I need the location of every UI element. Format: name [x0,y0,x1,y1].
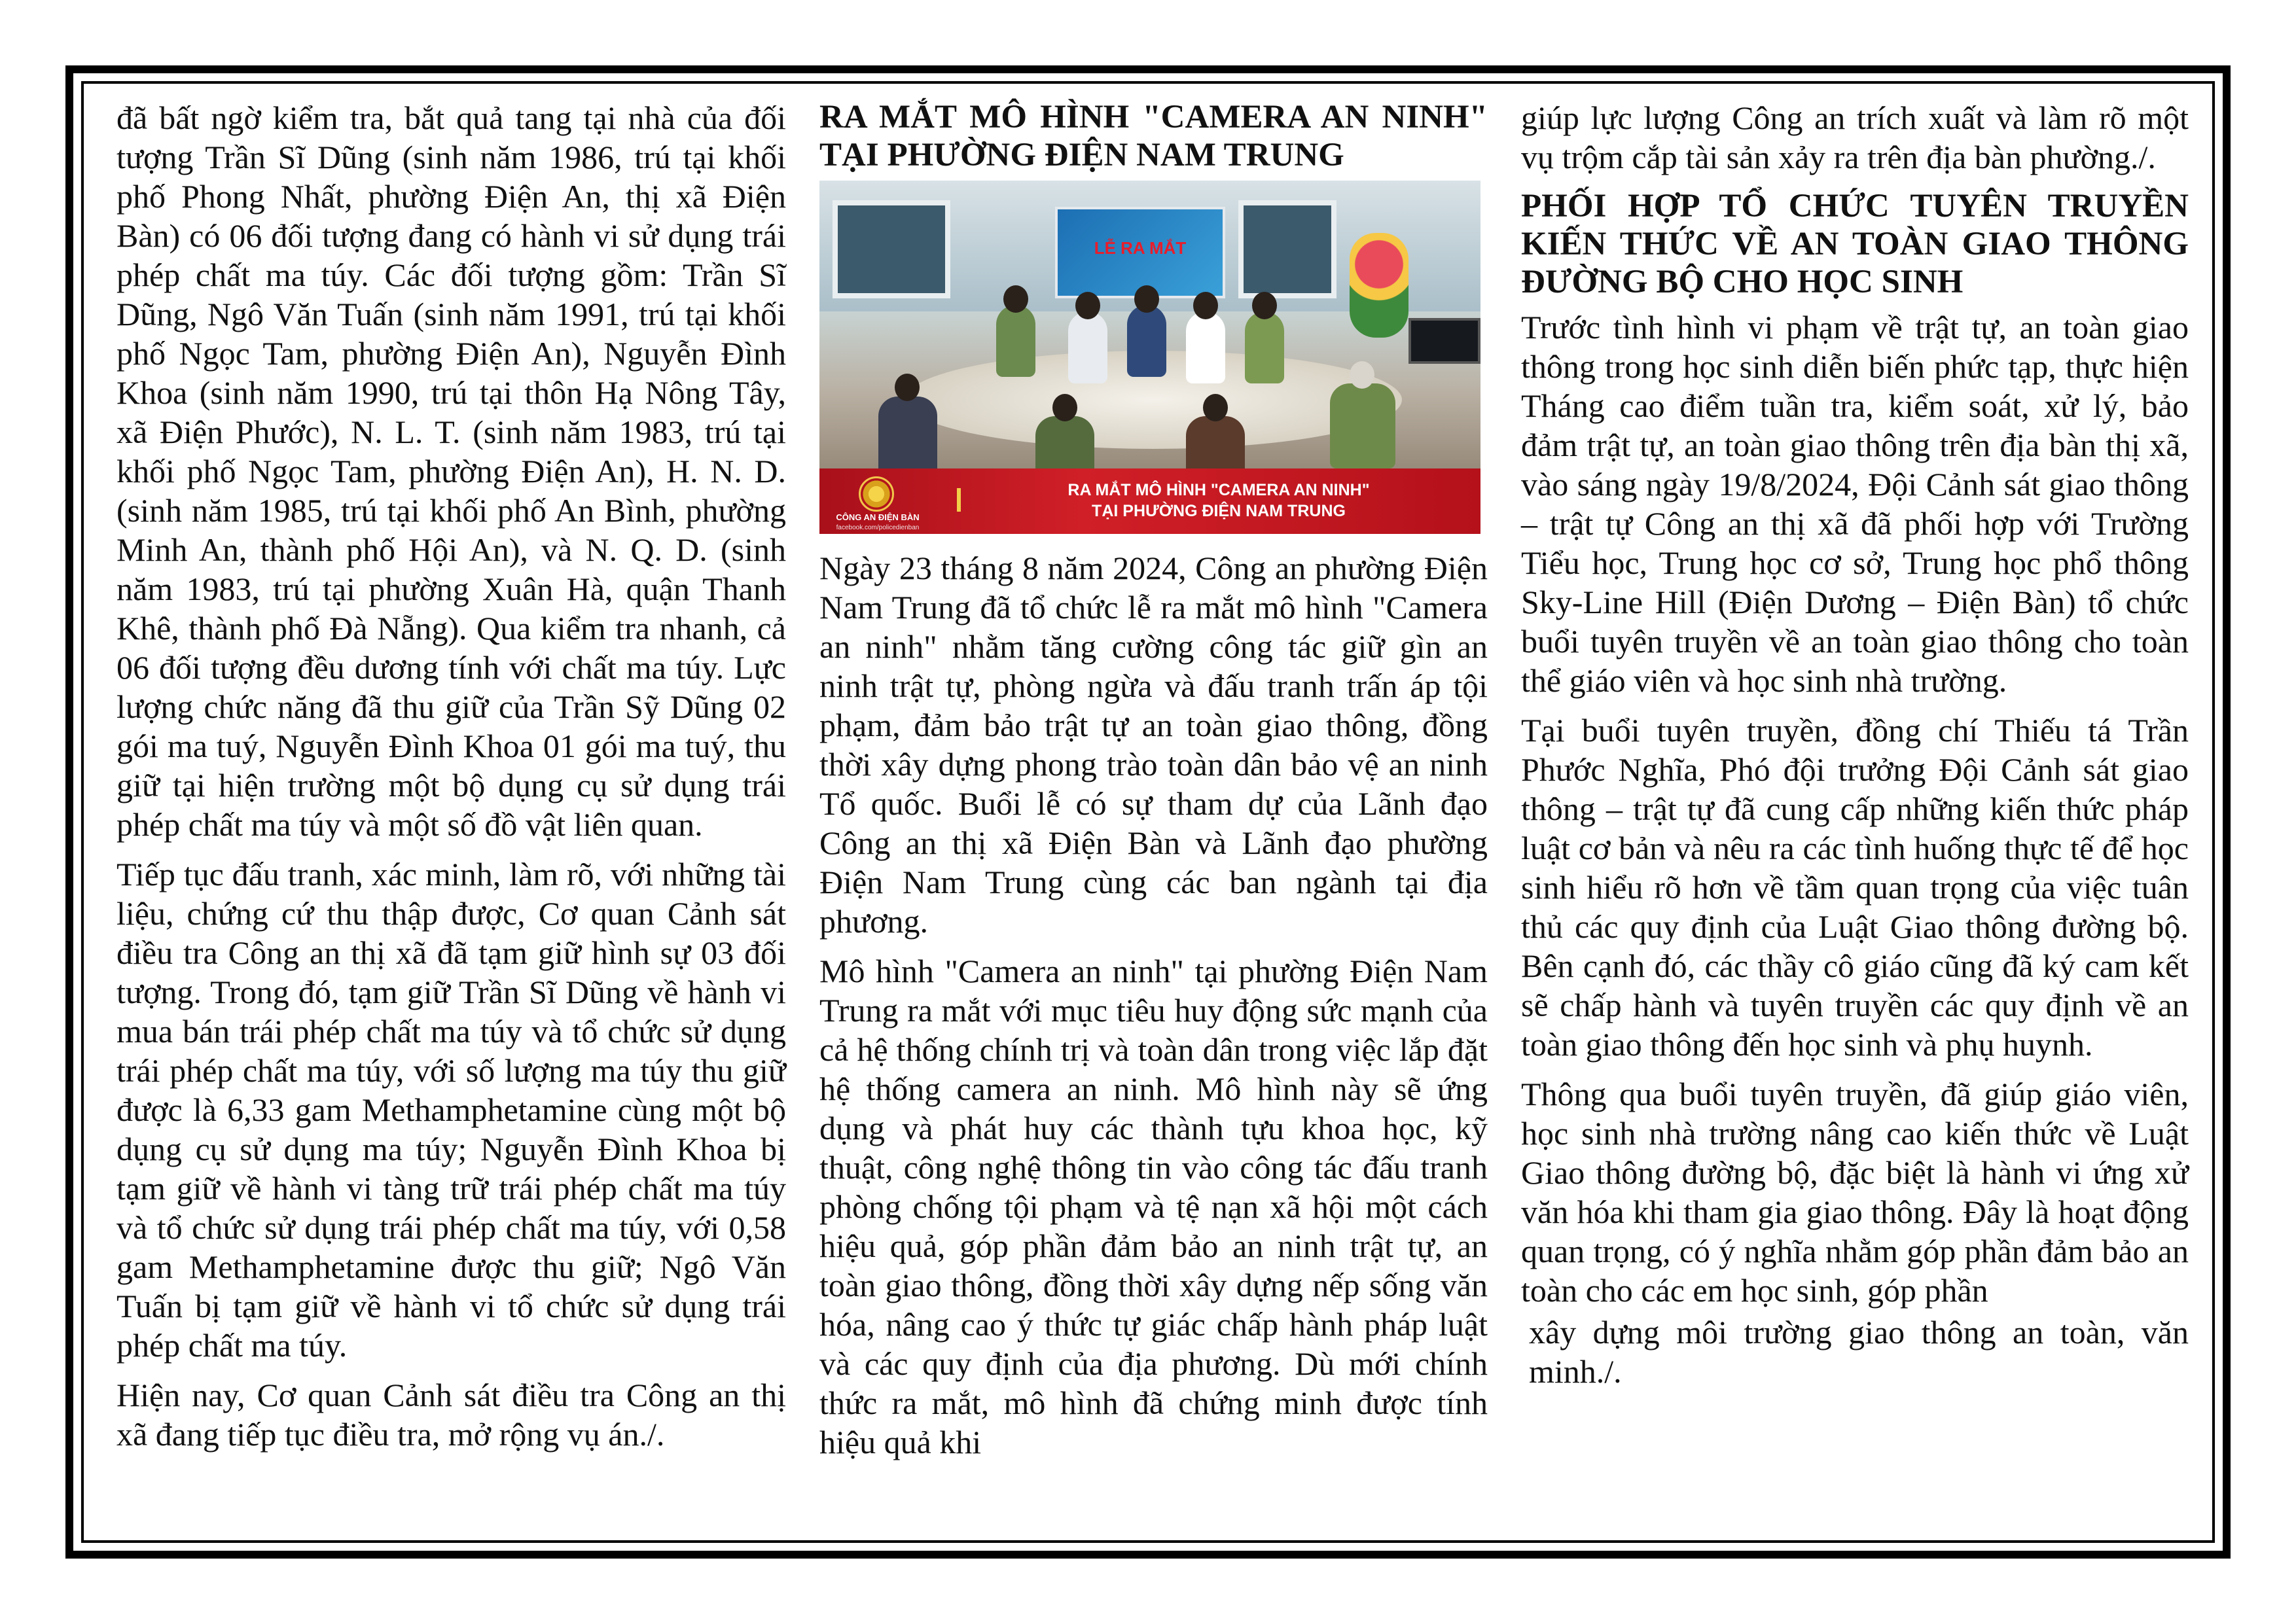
photo-window [833,200,950,298]
column-middle [819,98,1488,1472]
photo-caption-line2: TẠI PHƯỜNG ĐIỆN NAM TRUNG [1092,502,1346,520]
article-paragraph: Trước tình hình vi phạm về trật tự, an toàn giao thông trong học sinh diễn biến phức tạp, thực hiện Tháng cao điểm tuần tra, kiểm soát, xử lý, bảo đảm trật tự, an toàn giao thông trên địa bàn thị xã, vào sáng ngày 19/8/2024, Đội Cảnh sát giao thông – trật tự Công an thị xã đã phối hợp với Trường Tiểu học, Trung học cơ sở, Trung học phổ thông Sky-Line Hill (Điện Dương – Điện Bàn) tổ chức buổi tuyên truyền về an toàn giao thông cho toàn thể giáo viên và học sinh nhà trường. [1521,309,2189,699]
event-photo [819,181,1480,534]
person-head [1052,394,1077,421]
article-paragraph: xây dựng môi trường giao thông an toàn, văn minh./. [1529,1314,2189,1390]
article-paragraph: giúp lực lượng Công an trích xuất và làm rõ một vụ trộm cắp tài sản xảy ra trên địa bàn phường./. [1521,99,2189,175]
person-figure [1127,305,1166,377]
person-figure [1068,311,1107,383]
person-figure [1245,311,1284,383]
person-figure [996,305,1035,377]
photo-banner [1055,207,1225,298]
person-head [1003,285,1028,313]
person-head [895,374,920,401]
person-figure [1186,311,1225,383]
person-head [1134,285,1159,313]
article-paragraph: Hiện nay, Cơ quan Cảnh sát điều tra Công an thị xã đang tiếp tục điều tra, mở rộng vụ án./. [117,1377,786,1453]
article-paragraph: Tiếp tục đấu tranh, xác minh, làm rõ, với những tài liệu, chứng cứ thu thập được, Cơ quan Cảnh sát điều tra Công an thị xã đã tạm giữ hình sự 03 đối tượng. Trong đó, tạm giữ Trần Sĩ Dũng về hành vi mua bán trái phép chất ma túy và tổ chức sử dụng trái phép chất ma túy, với số lượng ma túy thu giữ được là 6,33 gam Methamphetamine cùng một bộ dụng cụ sử dụng ma túy; Nguyễn Đình Khoa bị tạm giữ về hành vi tàng trữ trái phép chất ma túy và tổ chức sử dụng trái phép chất ma túy, với 0,58 gam Methamphetamine được thu giữ; Ngô Văn Tuấn bị tạm giữ về hành vi tổ chức sử dụng trái phép chất ma túy. [117,856,786,1364]
photo-window [1238,200,1336,298]
person-head [1203,394,1228,421]
monitor-icon [1408,318,1480,364]
photo-banner-text: LỄ RA MẮT [1094,238,1187,258]
photo-caption-strip [819,468,1480,534]
person-head [1075,292,1100,319]
column-left [117,98,786,1464]
article-paragraph: Mô hình "Camera an ninh" tại phường Điện Nam Trung ra mắt với mục tiêu huy động sức mạnh của cả hệ thống chính trị và toàn dân trong việc lắp đặt hệ thống camera an ninh. Mô hình này sẽ ứng dụng và phát huy các thành tựu khoa học, kỹ thuật, công nghệ thông tin vào công tác đấu tranh phòng chống tội phạm và tệ nạn xã hội một cách hiệu quả, góp phần đảm bảo an ninh trật tự, an toàn giao thông, đồng thời xây dựng nếp sống văn hóa, nâng cao ý thức tự giác chấp hành pháp luật và các quy định của địa phương. Dù mới chính thức ra mắt, mô hình đã chứng minh được tính hiệu quả khi [819,953,1488,1460]
person-figure [1035,416,1094,475]
article-paragraph: Tại buổi tuyên truyền, đồng chí Thiếu tá Trần Phước Nghĩa, Phó đội trưởng Đội Cảnh sát giao thông – trật tự đã cung cấp những kiến thức pháp luật cơ bản và nêu ra các tình huống thực tế để học sinh hiểu rõ hơn về tầm quan trọng của việc tuân thủ các quy định của Luật Giao thông đường bộ. Bên cạnh đó, các thầy cô giáo cũng đã ký cam kết sẽ chấp hành và tuyên truyền các quy định về an toàn giao thông đến học sinh và phụ huynh. [1521,712,2189,1063]
article-paragraph: đã bất ngờ kiểm tra, bắt quả tang tại nhà của đối tượng Trần Sĩ Dũng (sinh năm 1986, trú tại khối phố Phong Nhất, phường Điện An, thị xã Điện Bàn) có 06 đối tượng đang có hành vi sử dụng trái phép chất ma túy. Các đối tượng gồm: Trần Sĩ Dũng, Ngô Văn Tuấn (sinh năm 1991, trú tại khối phố Ngọc Tam, phường Điện An), Nguyễn Đình Khoa (sinh năm 1990, trú tại thôn Hạ Nông Tây, xã Điện Phước), N. L. T. (sinh năm 1983, trú tại khối phố Ngọc Tam, phường Điện An), H. N. D. (sinh năm 1985, trú tại khối phố An Bình, phường Minh An, thành phố Hội An), và N. Q. D. (sinh năm 1983, trú tại phường Xuân Hà, quận Thanh Khê, thành phố Đà Nẵng). Qua kiểm tra nhanh, cả 06 đối tượng đều dương tính với chất ma túy. Lực lượng chức năng đã thu giữ của Trần Sỹ Dũng 02 gói ma tuý, Nguyễn Đình Khoa 01 gói ma tuý, thu giữ tại hiện trường một bộ dụng cụ sử dụng trái phép chất ma túy và một số đồ vật liên quan. [117,99,786,843]
person-head [1193,292,1218,319]
emblem-label: CÔNG AN ĐIỆN BÀN [836,512,920,522]
person-figure [1186,416,1245,475]
emblem-sublabel: facebook.com/policedienban [836,524,920,531]
person-head [1252,292,1277,319]
article-paragraph: Ngày 23 tháng 8 năm 2024, Công an phường Điện Nam Trung đã tổ chức lễ ra mắt mô hình "Camera an ninh" nhằm tăng cường công tác giữ gìn an ninh trật tự, phòng ngừa và đấu tranh trấn áp tội phạm, đảm bảo trật tự an toàn giao thông, đồng thời xây dựng phong trào toàn dân bảo vệ an ninh Tổ quốc. Buổi lễ có sự tham dự của Lãnh đạo Công an thị xã Điện Bàn và Lãnh đạo phường Điện Nam Trung cùng các ban ngành tại địa phương. [819,550,1488,940]
article-paragraph: Thông qua buổi tuyên truyền, đã giúp giáo viên, học sinh nhà trường nâng cao kiến thức về Luật Giao thông đường bộ, đặc biệt là hành vi ứng xử văn hóa khi tham gia giao thông. Đây là hoạt động quan trọng, có ý nghĩa nhằm góp phần đảm bảo an toàn cho các em học sinh, góp phần [1521,1076,2189,1309]
flower-basket-icon [1350,233,1408,338]
photo-caption-line1: RA MẮT MÔ HÌNH "CAMERA AN NINH" [1067,481,1370,499]
article-headline-traffic: PHỐI HỢP TỔ CHỨC TUYÊN TRUYỀN KIẾN THỨC VỀ AN TOÀN GIAO THÔNG ĐƯỜNG BỘ CHO HỌC SINH [1521,188,2189,300]
strip-divider [957,488,961,512]
person-figure [878,397,937,475]
police-emblem-icon [859,476,894,512]
column-right [1521,98,2189,1402]
person-head [1350,361,1374,389]
person-figure [1330,383,1395,468]
article-headline-camera: RA MẮT MÔ HÌNH "CAMERA AN NINH" TẠI PHƯỜNG ĐIỆN NAM TRUNG [819,99,1488,173]
